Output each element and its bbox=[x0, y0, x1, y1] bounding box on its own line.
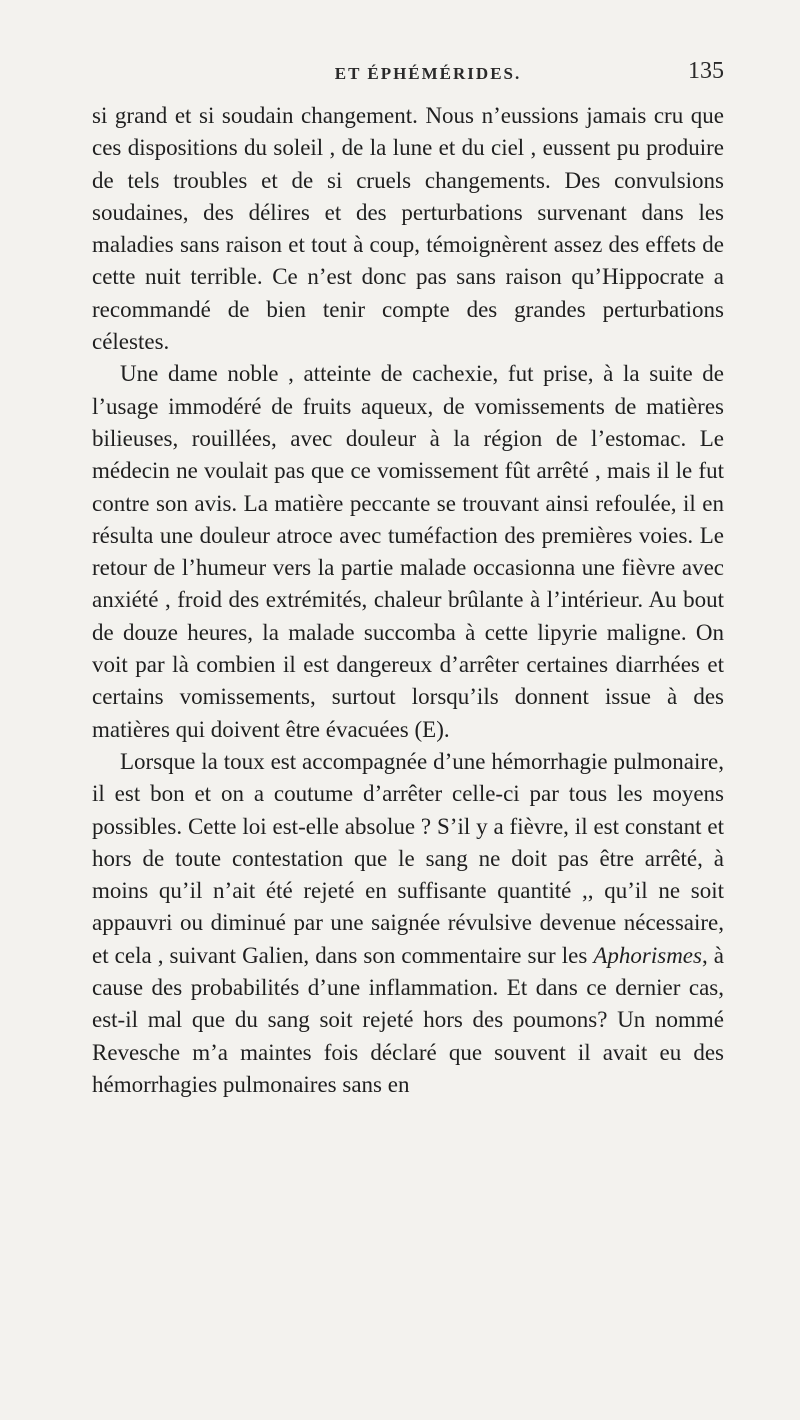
body-text bbox=[92, 100, 724, 1101]
page-number: 135 bbox=[688, 58, 724, 84]
paragraph-hemorrhage-part-a: Lorsque la toux est accompagnée d’une hémorrhagie pulmonaire, il est bon et on a coutume d’arrêter celle-ci par tous les moyens possibles. Cette loi est-elle absolue ? S’il y a fièvre, il est constant et hors de toute contestation que le sang ne doit pas être arrêté, à moins qu’il n’ait été rejeté en suffisante quantité ,, qu’il ne soit appauvri ou diminué par une saignée révulsive devenue nécessaire, et cela , suivant Galien, dans son commentaire sur les bbox=[92, 748, 724, 968]
running-title: ET ÉPHÉMÉRIDES. bbox=[334, 64, 522, 83]
paragraph-continuation: si grand et si soudain changement. Nous n’eussions jamais cru que ces dispositions du soleil , de la lune et du ciel , eussent pu produire de tels troubles et de si cruels changements. Des convulsions soudaines, des délires et des perturbations survenant dans les maladies sans raison et tout à coup, témoignèrent assez des effets de cette nuit terrible. Ce n’est donc pas sans raison qu’Hippocrate a recommandé de bien tenir compte des grandes perturbations célestes. bbox=[92, 103, 724, 355]
aphorismes-title: Aphorismes bbox=[593, 942, 702, 968]
paragraph-noble-lady: Une dame noble , atteinte de cachexie, fut prise, à la suite de l’usage immodéré de fruits aqueux, de vomissements de matières bilieuses, rouillées, avec douleur à la région de l’estomac. Le médecin ne voulait pas que ce vomissement fût arrêté , mais il le fut contre son avis. La matière peccante se trouvant ainsi refoulée, il en résulta une douleur atroce avec tuméfaction des premières voies. Le retour de l’humeur vers la partie malade occasionna une fièvre avec anxiété , froid des extrémités, chaleur brûlante à l’intérieur. Au bout de douze heures, la malade succomba à cette lipyrie maligne. On voit par là combien il est dangereux d’arrêter certaines diarrhées et certains vomissements, surtout lorsqu’ils donnent issue à des matières qui doivent être évacuées (E). bbox=[92, 361, 724, 742]
paragraph-hemorrhage bbox=[92, 746, 724, 1101]
running-head bbox=[92, 58, 724, 98]
paragraph-hemorrhage-part-b: , à cause des probabilités d’une inflammation. Et dans ce dernier cas, est-il mal que du sang soit rejeté hors des poumons? Un nommé Revesche m’a maintes fois déclaré que souvent il avait eu des hémorrhagies pulmonaires sans en bbox=[92, 942, 725, 1097]
